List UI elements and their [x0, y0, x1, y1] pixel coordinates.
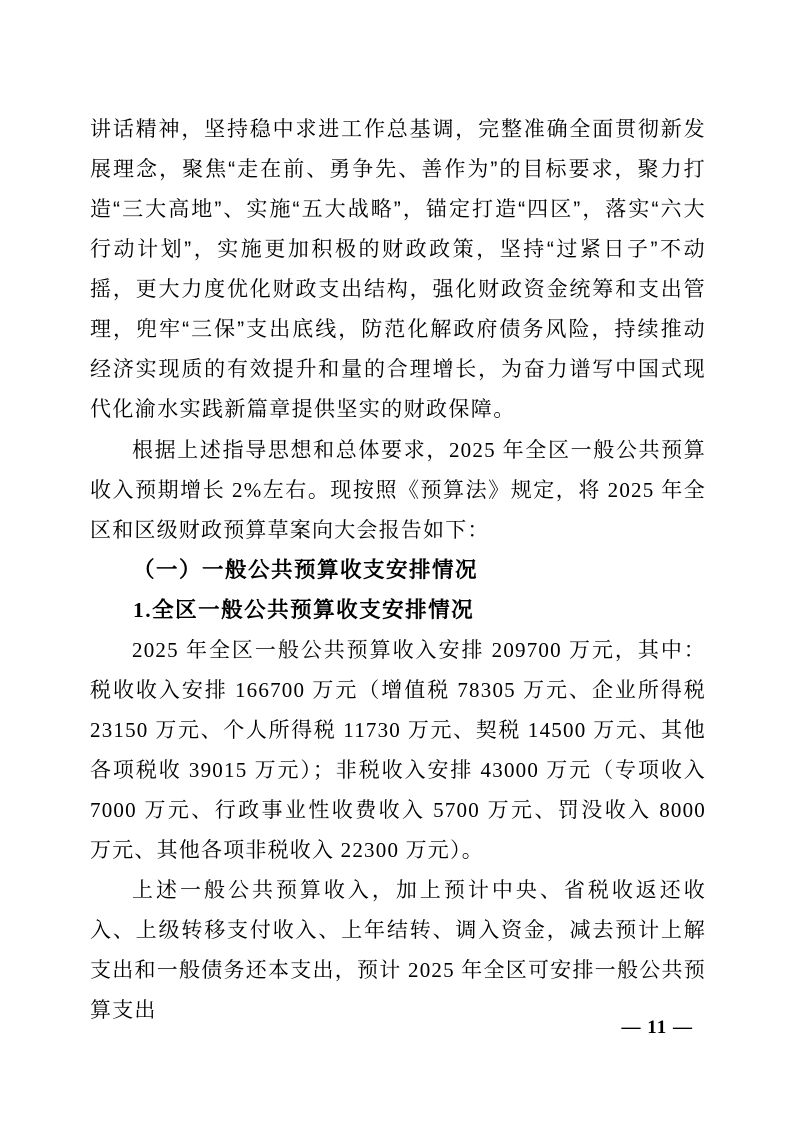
body-paragraph-expenditure: 上述一般公共预算收入，加上预计中央、省税收返还收入、上级转移支付收入、上年结转、调入资金，减去预计上解支出和一般债务还本支出，预计 2025 年全区可安排一般公共预算支出: [90, 878, 706, 1022]
section-heading: （一）一般公共预算收支安排情况: [133, 558, 479, 582]
page-number: — 11 —: [621, 1017, 693, 1038]
body-paragraph-revenue: 2025 年全区一般公共预算收入安排 209700 万元，其中：税收收入安排 166700 万元（增值税 78305 万元、企业所得税 23150 万元、个人所得税 11730 万元、契税 14500 万元、其他各项税收 39015 万元）；非税收入安排 43000 万元（专项收入 7000 万元、行政事业性收费收入 5700 万元、罚没收入 8000 万元、其他各项非税收入 22300 万元）。: [90, 638, 706, 862]
body-paragraph-overview: 根据上述指导思想和总体要求，2025 年全区一般公共预算收入预期增长 2%左右。现按照《预算法》规定，将 2025 年全区和区级财政预算草案向大会报告如下：: [90, 438, 706, 542]
subsection-heading: 1.全区一般公共预算收支安排情况: [133, 598, 475, 622]
document-body: [90, 110, 706, 1030]
body-paragraph-continuation: 讲话精神，坚持稳中求进工作总基调，完整准确全面贯彻新发展理念，聚焦“走在前、勇争先、善作为”的目标要求，聚力打造“三大高地”、实施“五大战略”，锚定打造“四区”，落实“六大行动计划”，实施更加积极的财政政策，坚持“过紧日子”不动摇，更大力度优化财政支出结构，强化财政资金统筹和支出管理，兜牢“三保”支出底线，防范化解政府债务风险，持续推动经济实现质的有效提升和量的合理增长，为奋力谱写中国式现代化渝水实践新篇章提供坚实的财政保障。: [90, 118, 706, 421]
